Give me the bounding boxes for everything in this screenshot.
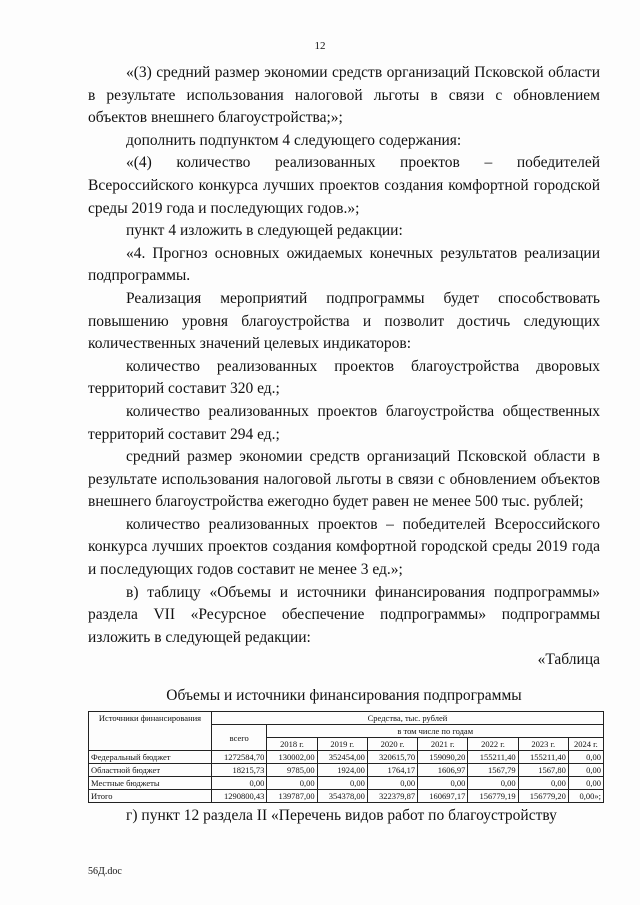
table-cell: 156779,20 [518, 790, 568, 803]
table-cell: 139787,00 [267, 790, 317, 803]
table-row [89, 751, 604, 764]
table-row [89, 777, 604, 790]
table-cell: 320615,70 [367, 751, 417, 764]
table-cell: 1764,17 [367, 764, 417, 777]
paragraph: количество реализованных проектов благоустройства общественных территорий составит 294 ед.; [88, 402, 600, 443]
year-header: 2024 г. [568, 738, 603, 751]
year-header: 2018 г. [267, 738, 317, 751]
table-cell: 0,00 [267, 777, 317, 790]
table-cell: 130002,00 [267, 751, 317, 764]
table-cell: 0,00 [367, 777, 417, 790]
table-cell: 0,00 [317, 777, 367, 790]
table-label: «Таблица [537, 651, 600, 669]
header-total: всего [212, 725, 267, 751]
year-header: 2023 г. [518, 738, 568, 751]
table-cell: 1272584,70 [212, 751, 267, 764]
table-cell: 354378,00 [317, 790, 367, 803]
table-cell: 1567,80 [518, 764, 568, 777]
paragraph: пункт 4 изложить в следующей редакции: [126, 222, 403, 240]
document-body [88, 62, 600, 672]
table-row [89, 764, 604, 777]
table-cell: 160697,17 [418, 790, 468, 803]
paragraph: количество реализованных проектов благоустройства дворовых территорий составит 320 ед.; [88, 357, 600, 398]
table-title: Объемы и источники финансирования подпрограммы [166, 687, 522, 704]
row-label: Итого [89, 790, 212, 803]
page-number: 12 [314, 40, 326, 52]
year-header: 2021 г. [418, 738, 468, 751]
table-cell: 159090,20 [418, 751, 468, 764]
header-source: Источники финансирования [89, 712, 212, 751]
row-label: Местные бюджеты [89, 777, 212, 790]
table-cell: 0,00»; [568, 790, 603, 803]
table-cell: 1290800,43 [212, 790, 267, 803]
table-cell: 1567,79 [468, 764, 518, 777]
table-cell: 9785,00 [267, 764, 317, 777]
paragraph: Реализация мероприятий подпрограммы будет способствовать повышению уровня благоустройства и позволит достичь следующих количественных значений целевых индикаторов: [88, 289, 600, 353]
paragraph: средний размер экономии средств организаций Псковской области в результате использования налоговой льготы в связи с обновлением объектов внешнего благоустройства ежегодно будет равен не менее 500 тыс. рублей; [88, 448, 600, 511]
table-cell: 0,00 [518, 777, 568, 790]
table-cell: 155211,40 [468, 751, 518, 764]
paragraph: «(3) средний размер экономии средств организаций Псковской области в результате использования налоговой льготы в связи с обновлением объектов внешнего благоустройства;»; [88, 64, 600, 127]
table-cell: 0,00 [568, 764, 603, 777]
paragraph: «4. Прогноз основных ожидаемых конечных результатов реализации подпрограммы. [88, 244, 600, 285]
row-label: Областной бюджет [89, 764, 212, 777]
footer-filename: 56Д.doc [88, 866, 122, 877]
paragraph: в) таблицу «Объемы и источники финансирования подпрограммы» раздела VII «Ресурсное обеспечение подпрограммы» подпрограммы изложить в следующей редакции: [88, 583, 600, 646]
row-label: Федеральный бюджет [89, 751, 212, 764]
year-header: 2020 г. [367, 738, 417, 751]
continuation-paragraph: г) пункт 12 раздела II «Перечень видов работ по благоустройству [126, 807, 557, 824]
table-cell: 0,00 [568, 777, 603, 790]
paragraph: дополнить подпунктом 4 следующего содержания: [126, 131, 462, 149]
table-cell: 0,00 [212, 777, 267, 790]
year-header: 2022 г. [468, 738, 518, 751]
header-by-year: в том числе по годам [267, 725, 604, 738]
financing-table [88, 711, 604, 803]
table-cell: 0,00 [568, 751, 603, 764]
table-cell: 1606,97 [418, 764, 468, 777]
table-row [89, 790, 604, 803]
year-header: 2019 г. [317, 738, 367, 751]
table-cell: 155211,40 [518, 751, 568, 764]
paragraph: «(4) количество реализованных проектов – победителей Всероссийского конкурса лучших проектов создания комфортной городской среды 2019 года и последующих годов.»; [88, 154, 600, 217]
table-cell: 18215,73 [212, 764, 267, 777]
table-cell: 322379,87 [367, 790, 417, 803]
table-cell: 0,00 [418, 777, 468, 790]
table-header-row [89, 712, 604, 725]
table-cell: 1924,00 [317, 764, 367, 777]
table-cell: 352454,00 [317, 751, 367, 764]
header-funds: Средства, тыс. рублей [212, 712, 604, 725]
table-cell: 0,00 [468, 777, 518, 790]
paragraph: количество реализованных проектов – победителей Всероссийского конкурса лучших проектов создания комфортной городской среды 2019 года и последующих годов составит не менее 3 ед.»; [88, 515, 600, 579]
table-cell: 156779,19 [468, 790, 518, 803]
